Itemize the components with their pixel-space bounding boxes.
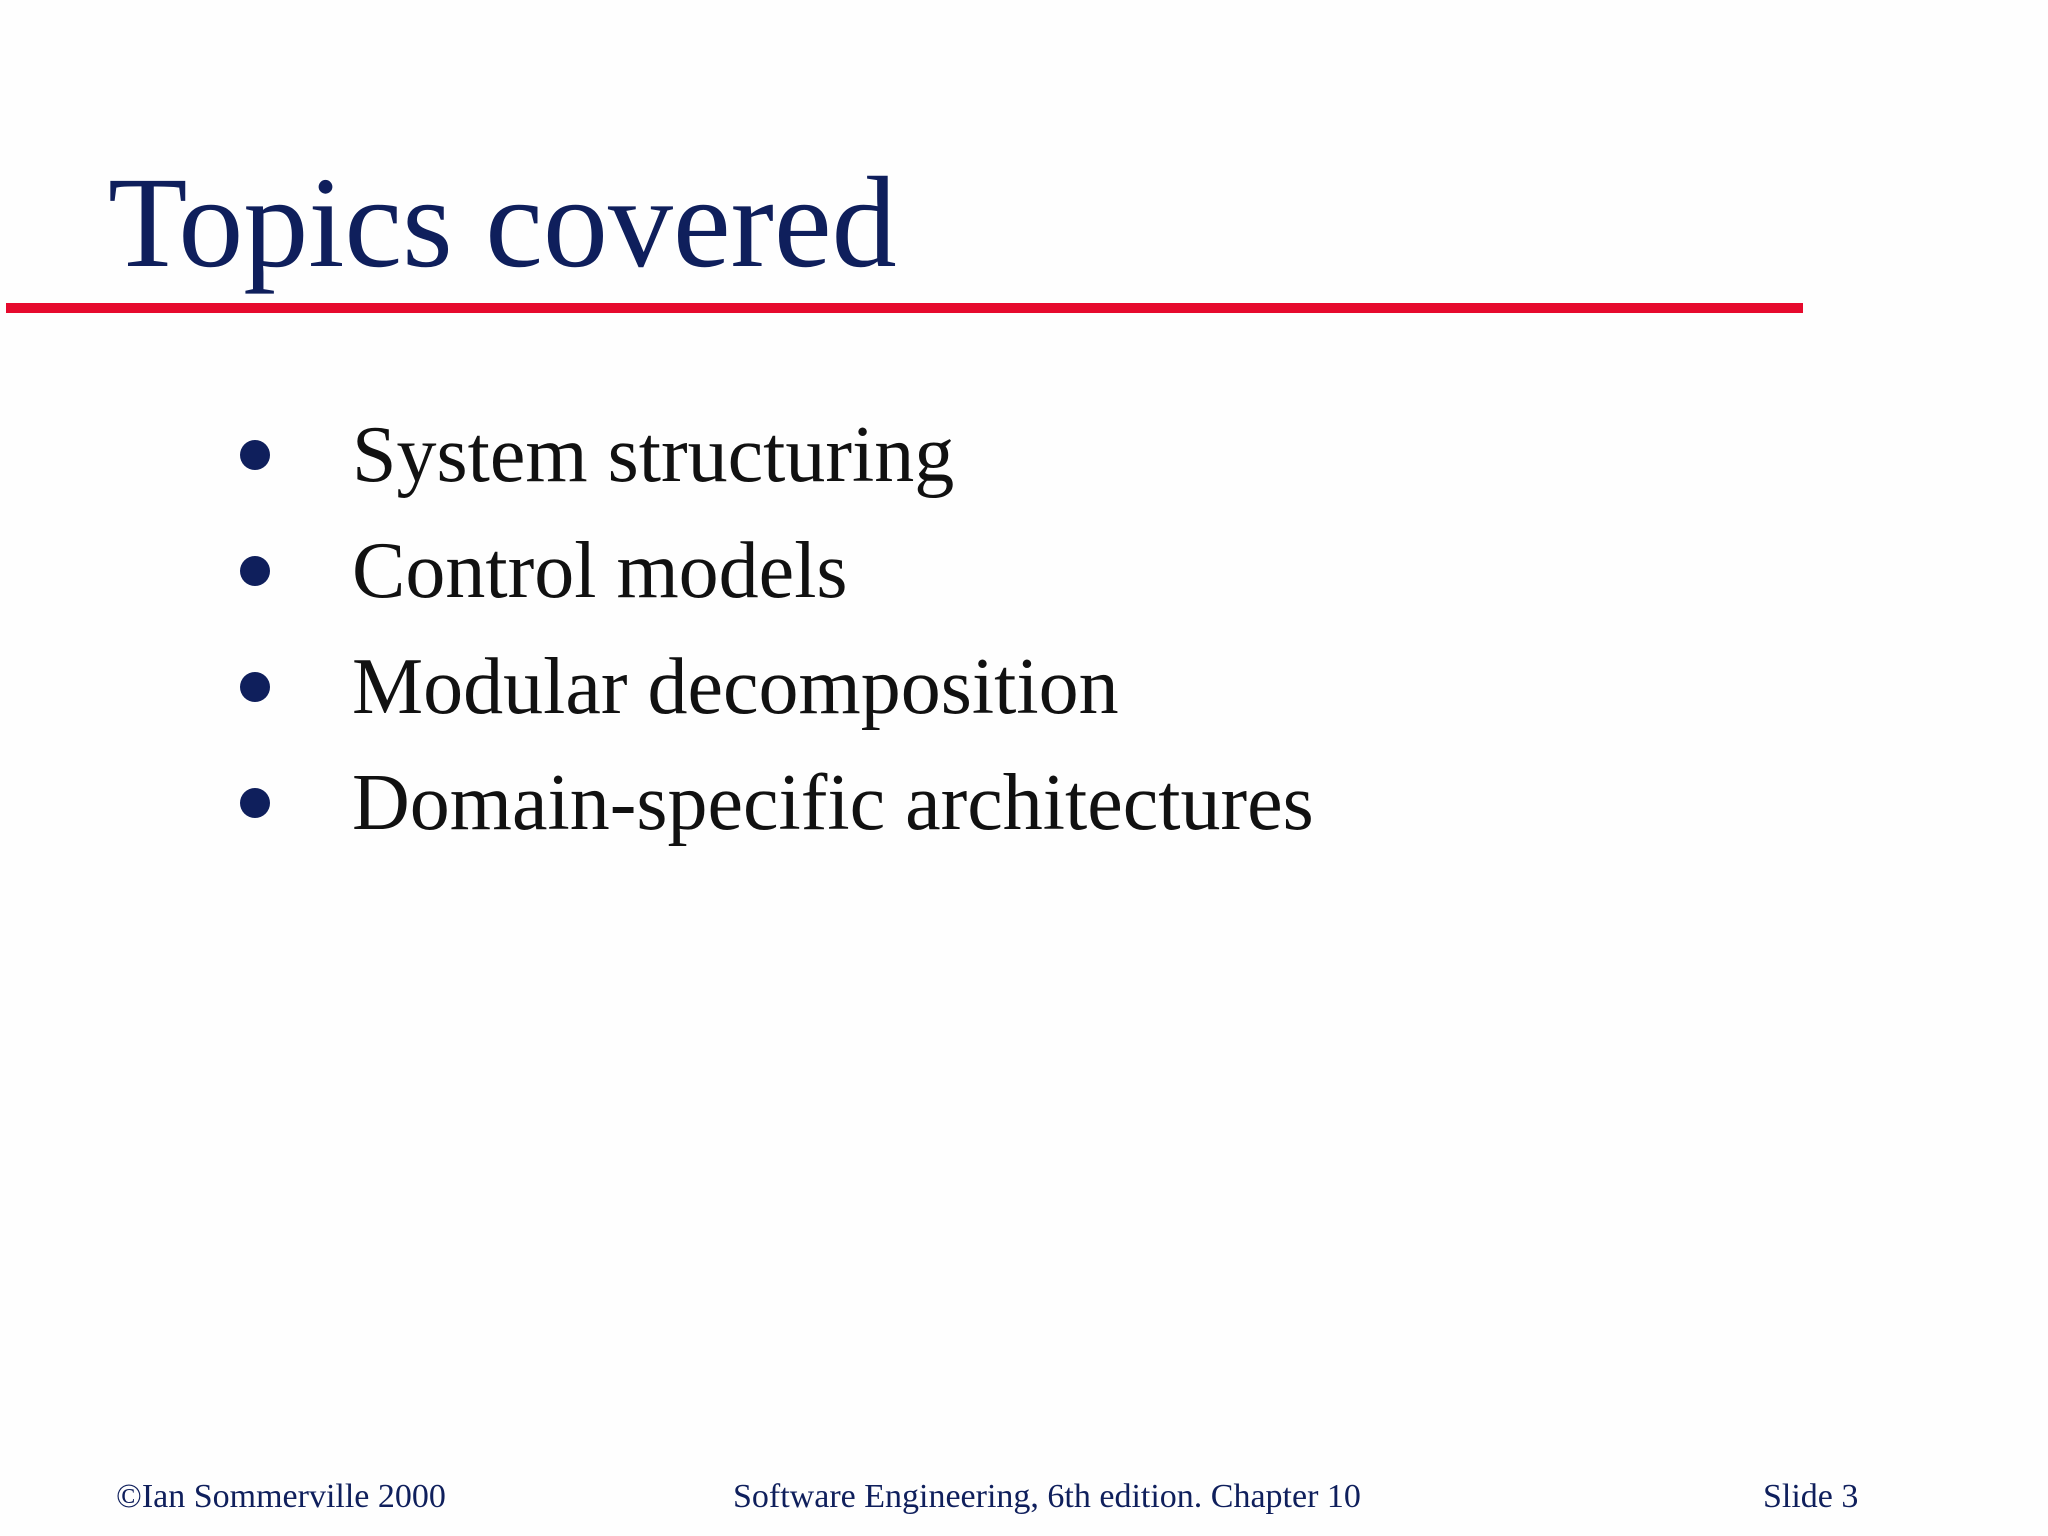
bullet-text: System structuring: [352, 411, 955, 499]
bullet-icon: [240, 556, 270, 586]
footer-book-title: Software Engineering, 6th edition. Chapter 10: [733, 1478, 1361, 1515]
bullet-icon: [240, 672, 270, 702]
footer-copyright: ©Ian Sommerville 2000: [116, 1478, 446, 1515]
list-item: [240, 513, 1314, 629]
bullet-list: [240, 397, 1314, 861]
bullet-text: Control models: [352, 527, 848, 615]
list-item: [240, 629, 1314, 745]
bullet-icon: [240, 788, 270, 818]
slide-title: Topics covered: [108, 151, 897, 295]
title-underline-rule: [6, 303, 1803, 313]
list-item: [240, 397, 1314, 513]
bullet-text: Modular decomposition: [352, 643, 1119, 731]
footer-slide-number: Slide 3: [1763, 1478, 1859, 1515]
bullet-text: Domain-specific architectures: [352, 759, 1314, 847]
list-item: [240, 745, 1314, 861]
bullet-icon: [240, 440, 270, 470]
